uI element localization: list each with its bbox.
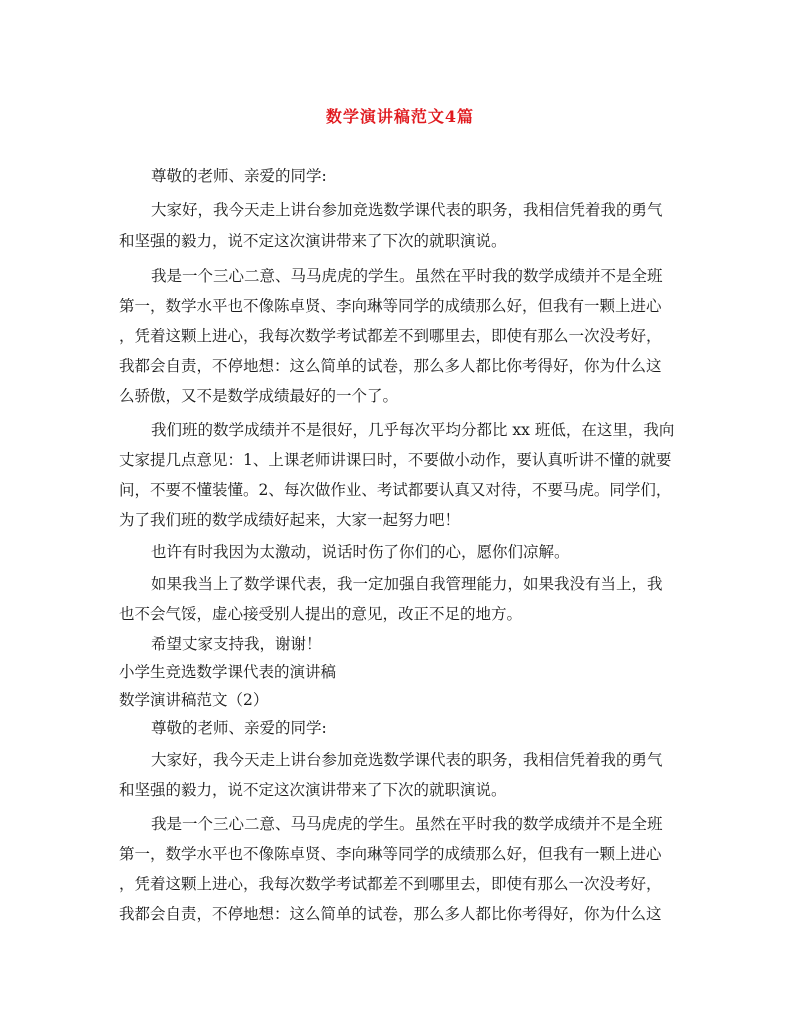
text-line: 如果我当上了数学课代表，我一定加强自我管理能力，如果我没有当上，我 bbox=[151, 575, 663, 593]
text-line: 我是一个三心二意、马马虎虎的学生。虽然在平时我的数学成绩并不是全班 bbox=[151, 267, 663, 285]
text-line: ，凭着这颗上进心，我每次数学考试都差不到哪里去，即使有那么一次没考好， bbox=[119, 875, 662, 893]
text-line: 大家好，我今天走上讲台参加竞选数学课代表的职务，我相信凭着我的勇气 bbox=[151, 201, 663, 219]
section-heading: 数学演讲稿范文（2） bbox=[119, 691, 269, 709]
text-line: 也许有时我因为太激动，说话时伤了你们的心，愿你们凉解。 bbox=[151, 543, 570, 561]
text-line: 我都会自责，不停地想：这么简单的试卷，那么多人都比你考得好，你为什么这 bbox=[119, 905, 662, 923]
section-heading: 小学生竞选数学课代表的演讲稿 bbox=[119, 663, 337, 681]
text-line: 第一，数学水平也不像陈卓贤、李向琳等同学的成绩那么好，但我有一颗上进心 bbox=[119, 845, 662, 863]
text-line: 希望丈家支持我，谢谢！ bbox=[151, 635, 322, 653]
text-line: 第一，数学水平也不像陈卓贤、李向琳等同学的成绩那么好，但我有一颗上进心 bbox=[119, 297, 662, 315]
text-line: 问，不要不懂装懂。2、每次做作业、考试都要认真又对待，不要马虎。同学们， bbox=[119, 481, 672, 499]
text-line: 也不会气馁，虚心接受别人提出的意见，改正不足的地方。 bbox=[119, 605, 523, 623]
text-line: 我们班的数学成绩并不是很好，几乎每次平均分都比 xx 班低，在这里，我向 bbox=[151, 421, 675, 439]
text-line: 丈家提几点意见：1、上课老师讲课曰时，不要做小动作，要认真听讲不懂的就要 bbox=[119, 451, 672, 469]
text-line: 我都会自责，不停地想：这么简单的试卷，那么多人都比你考得好，你为什么这 bbox=[119, 357, 662, 375]
text-line: ，凭着这颗上进心，我每次数学考试都差不到哪里去，即使有那么一次没考好， bbox=[119, 327, 662, 345]
text-line: 为了我们班的数学成绩好起来，大家一起努力吧！ bbox=[119, 511, 461, 529]
text-line: 大家好，我今天走上讲台参加竞选数学课代表的职务，我相信凭着我的勇气 bbox=[151, 751, 663, 769]
document-title: 数学演讲稿范文4篇 bbox=[325, 107, 475, 126]
text-line: 么骄傲，又不是数学成绩最好的一个了。 bbox=[119, 387, 399, 405]
text-line: 我是一个三心二意、马马虎虎的学生。虽然在平时我的数学成绩并不是全班 bbox=[151, 815, 663, 833]
greeting-line: 尊敬的老师、亲爱的同学: bbox=[151, 719, 327, 737]
greeting-line: 尊敬的老师、亲爱的同学: bbox=[151, 167, 327, 185]
text-line: 和坚强的毅力，说不定这次演讲带来了下次的就职演说。 bbox=[119, 232, 507, 250]
text-line: 和坚强的毅力，说不定这次演讲带来了下次的就职演说。 bbox=[119, 781, 507, 799]
